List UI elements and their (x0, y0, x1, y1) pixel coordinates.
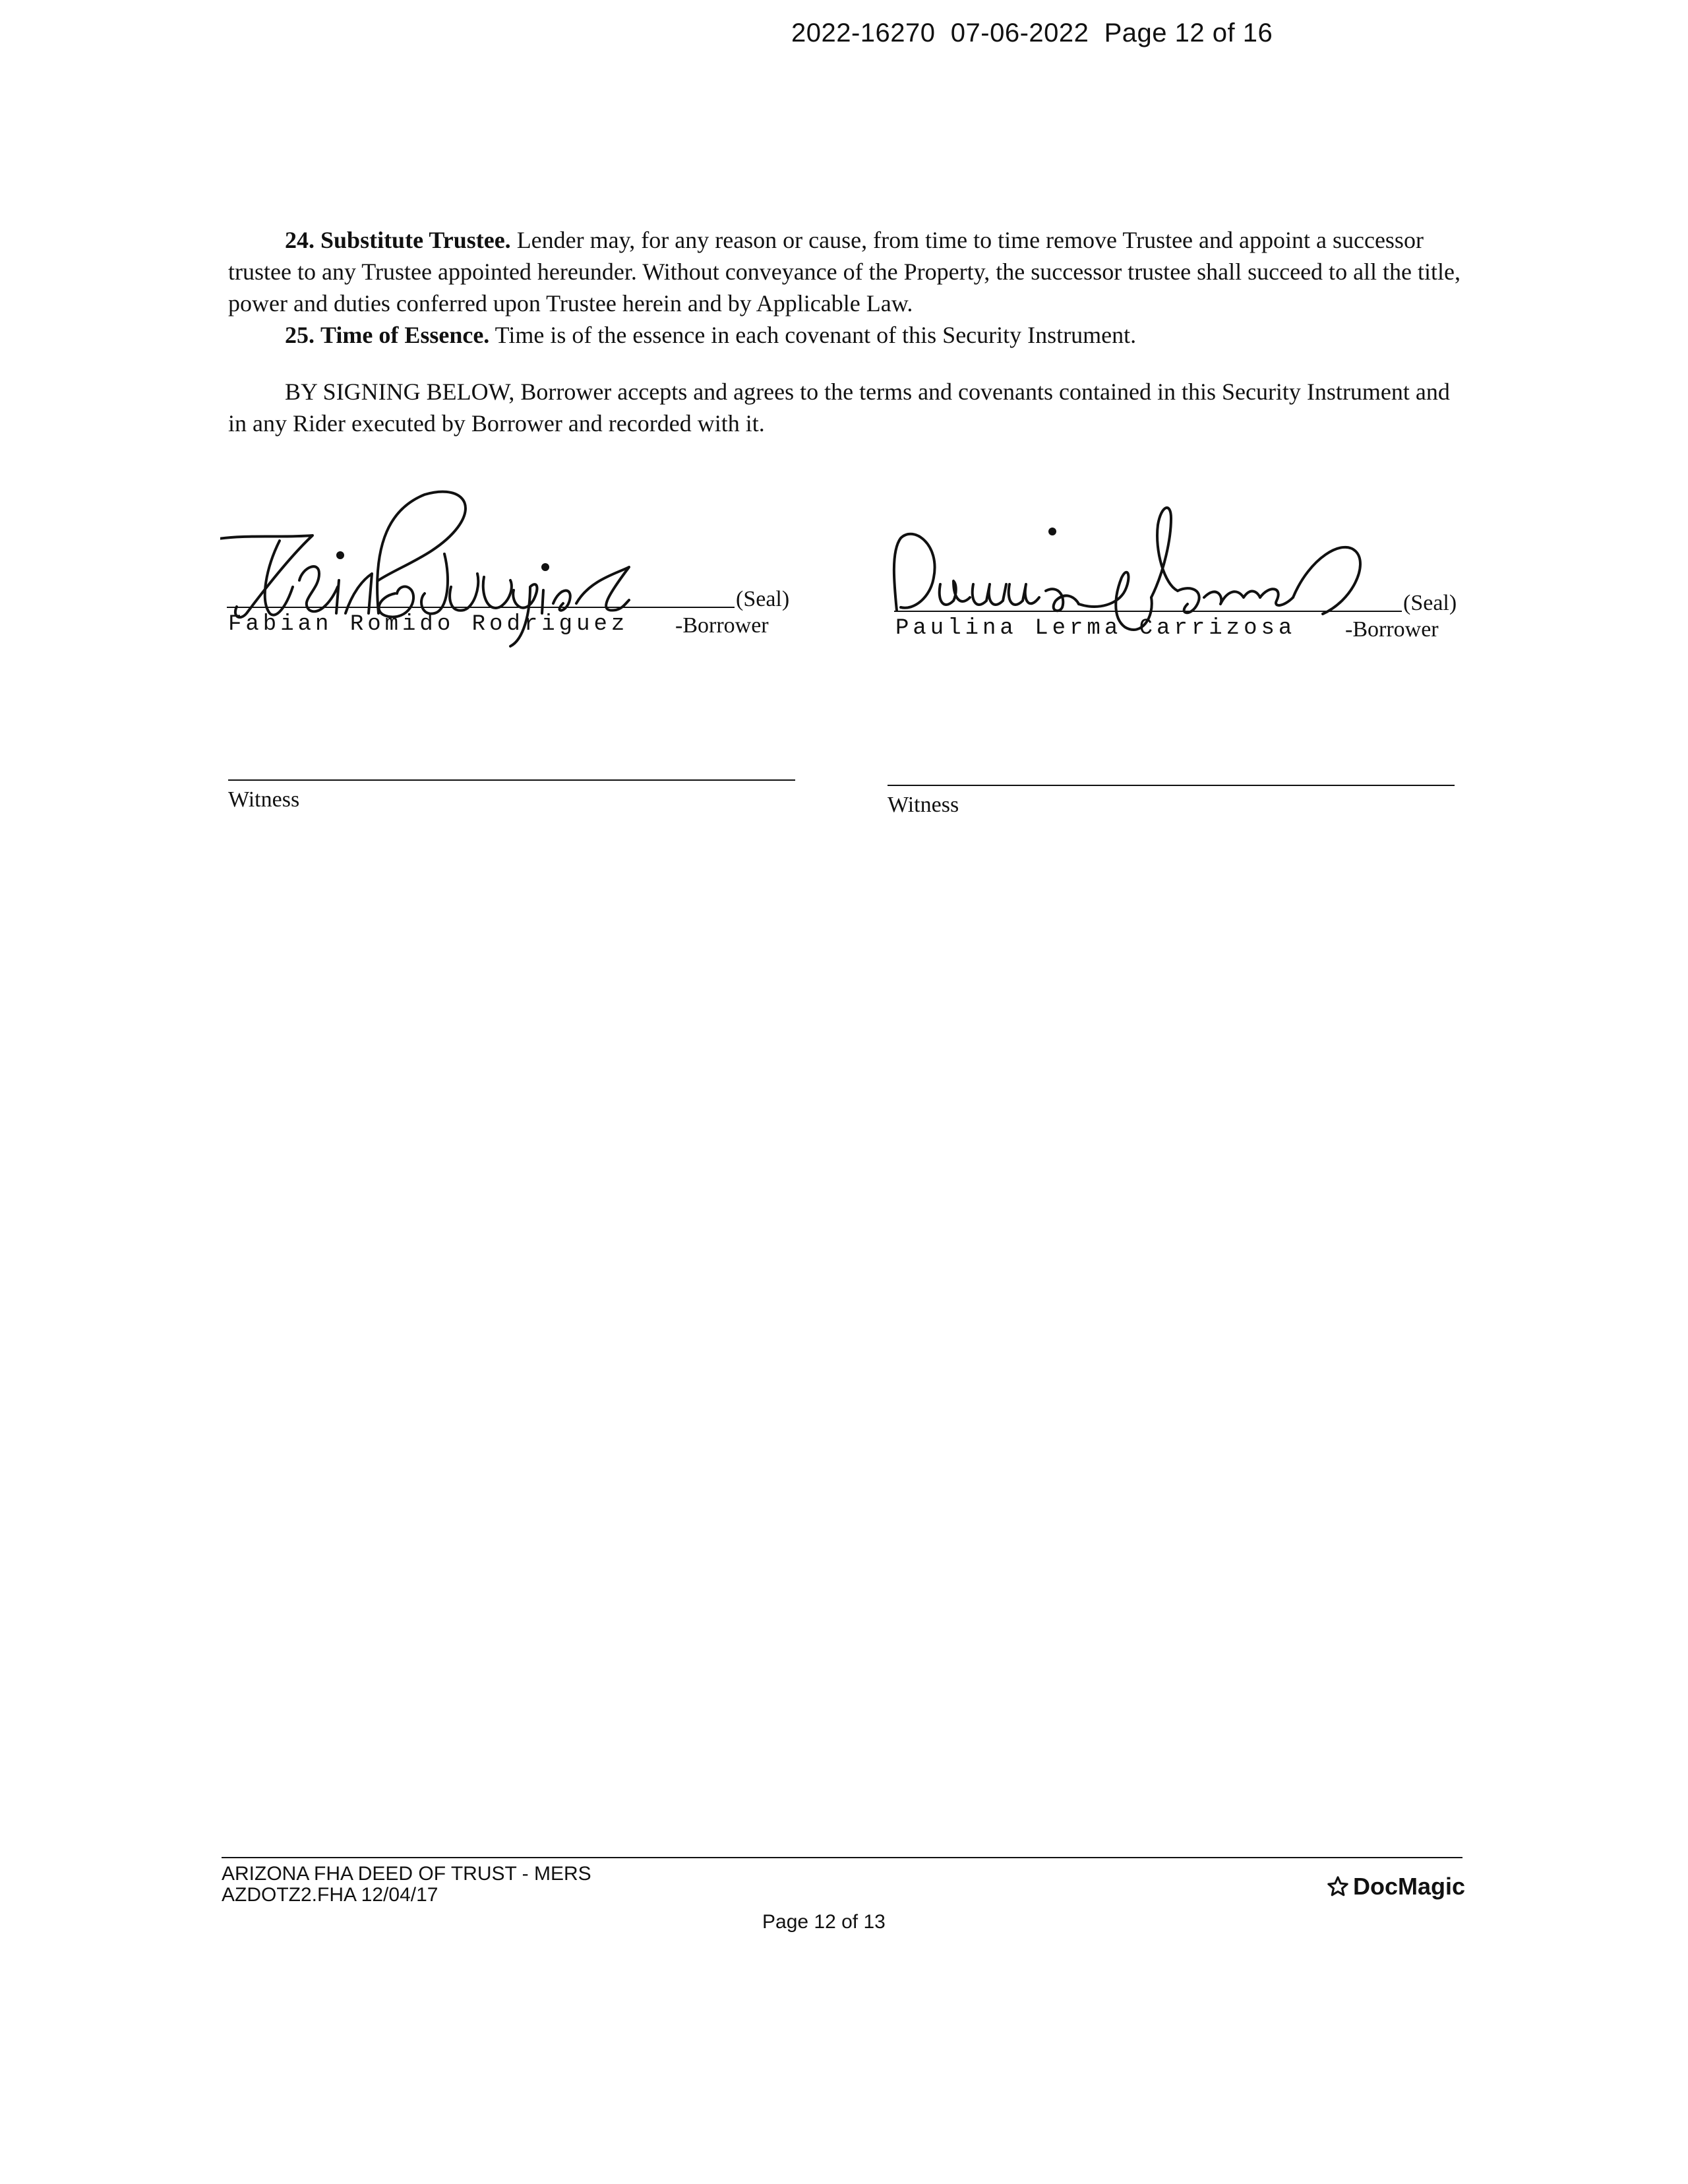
borrower-role: -Borrower (1345, 617, 1439, 642)
section-25 (228, 319, 1468, 351)
form-code: AZDOTZ2.FHA 12/04/17 (222, 1884, 438, 1906)
seal-label: (Seal) (1403, 591, 1457, 615)
star-icon (1327, 1875, 1349, 1898)
section-text: Time is of the essence in each covenant of this Security Instrument. (495, 322, 1137, 348)
form-title: ARIZONA FHA DEED OF TRUST - MERS (222, 1863, 591, 1885)
seal-label: (Seal) (736, 587, 790, 611)
footer-divider (222, 1857, 1462, 1858)
docmagic-logo (1327, 1873, 1465, 1900)
section-24 (228, 224, 1468, 319)
witness-block-2 (888, 785, 1461, 818)
borrower-signature-block-1 (220, 481, 800, 653)
page-number: Page 12 of 13 (762, 1911, 886, 1933)
witness-signature-line (228, 779, 795, 781)
signature-line (894, 611, 1402, 612)
borrower-name: Paulina Lerma Carrizosa (895, 616, 1296, 641)
section-number: 25. (285, 322, 315, 348)
witness-label: Witness (888, 793, 959, 817)
recording-header: 2022-16270 07-06-2022 Page 12 of 16 (791, 18, 1273, 47)
borrower-signature-block-2 (888, 485, 1468, 657)
footer-form-info (222, 1864, 591, 1906)
signature-line (227, 607, 735, 608)
signing-statement-text: BY SIGNING BELOW, Borrower accepts and agrees to the terms and covenants contained in this Security Instrument and in any Rider executed by Borrower and recorded with it. (228, 379, 1450, 437)
witness-label: Witness (228, 787, 300, 812)
brand-name: DocMagic (1353, 1873, 1466, 1900)
section-heading: Time of Essence. (320, 322, 490, 348)
signing-statement (228, 376, 1468, 439)
section-heading: Substitute Trustee. (320, 227, 511, 253)
borrower-role: -Borrower (675, 613, 769, 638)
witness-signature-line (888, 785, 1455, 786)
borrower-name: Fabian Romido Rodriguez (228, 612, 629, 637)
section-number: 24. (285, 227, 315, 253)
witness-block-1 (228, 779, 802, 812)
section-text: Lender may, for any reason or cause, from time to time remove Trustee and appoint a successor trustee to any Trustee appointed hereunder. Without conveyance of the Property, the successor trustee shall succeed to all the title, power and duties conferred upon Trustee herein and by Applicable Law. (228, 227, 1461, 317)
